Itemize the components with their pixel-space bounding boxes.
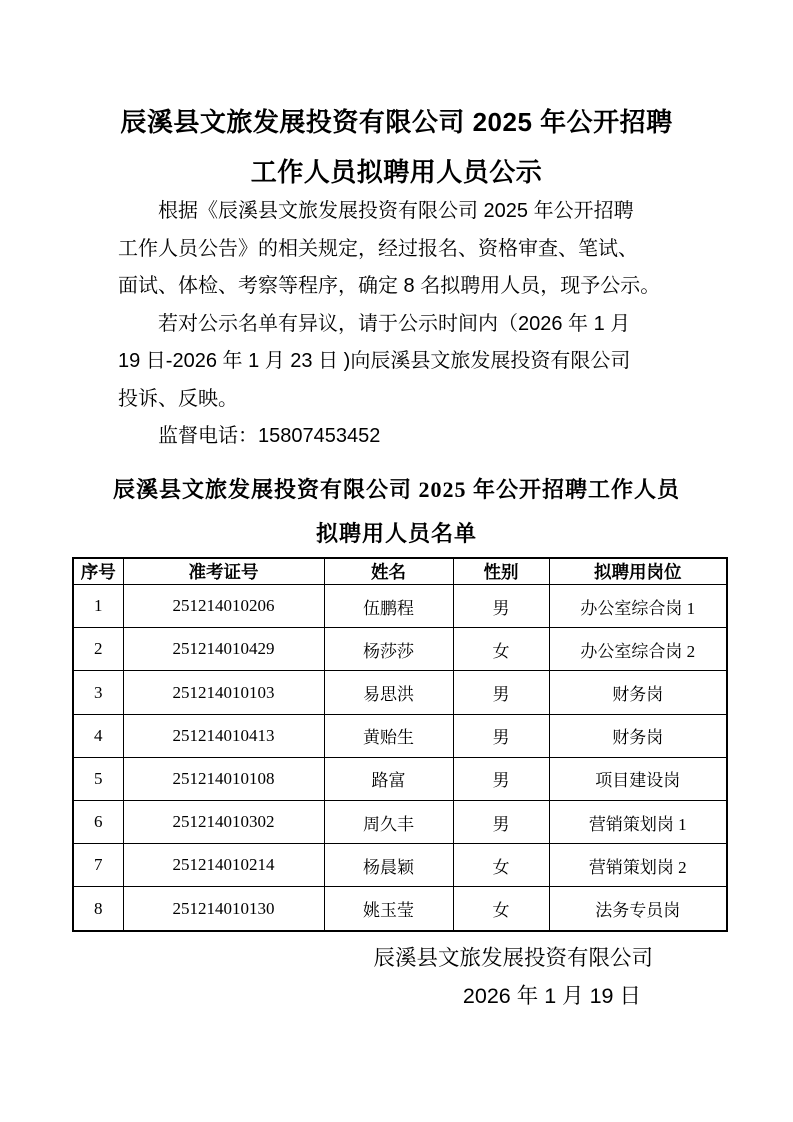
body-line: 若对公示名单有异议，请于公示时间内（2026 年 1 月 <box>158 312 631 335</box>
signature-company: 辰溪县文旅发展投资有限公司 <box>373 946 653 970</box>
table-cell: 男 <box>453 757 549 800</box>
table-cell: 251214010103 <box>123 671 324 714</box>
signature-date: 2026 年 1 月 19 日 <box>462 984 641 1008</box>
table-row <box>73 757 727 800</box>
document-title-line1: 辰溪县文旅发展投资有限公司 2025 年公开招聘 <box>120 107 673 137</box>
table-cell: 5 <box>73 757 123 800</box>
table-header-cell: 序号 <box>73 558 123 585</box>
table-cell: 男 <box>453 714 549 757</box>
table-row <box>73 628 727 671</box>
table-cell: 251214010214 <box>123 844 324 887</box>
table-cell: 周久丰 <box>324 801 453 844</box>
table-row <box>73 887 727 931</box>
table-cell: 女 <box>453 887 549 931</box>
table-cell: 女 <box>453 628 549 671</box>
table-title-line2: 拟聘用人员名单 <box>315 521 477 546</box>
table-header-cell: 准考证号 <box>123 558 324 585</box>
table-cell: 伍鹏程 <box>324 585 453 628</box>
table-cell: 男 <box>453 671 549 714</box>
table-cell: 6 <box>73 801 123 844</box>
table-cell: 办公室综合岗 1 <box>549 585 727 628</box>
table-cell: 251214010108 <box>123 757 324 800</box>
table-cell: 1 <box>73 585 123 628</box>
table-cell: 易思洪 <box>324 671 453 714</box>
hired-personnel-table <box>72 557 728 932</box>
table-cell: 男 <box>453 585 549 628</box>
table-cell: 财务岗 <box>549 671 727 714</box>
table-cell: 女 <box>453 844 549 887</box>
table-cell: 办公室综合岗 2 <box>549 628 727 671</box>
table-cell: 3 <box>73 671 123 714</box>
table-row <box>73 801 727 844</box>
table-cell: 财务岗 <box>549 714 727 757</box>
table-row <box>73 585 727 628</box>
body-line: 19 日-2026 年 1 月 23 日 )向辰溪县文旅发展投资有限公司 <box>118 350 631 372</box>
body-line: 根据《辰溪县文旅发展投资有限公司 2025 年公开招聘 <box>158 200 634 222</box>
table-header-cell: 姓名 <box>324 558 453 585</box>
table-cell: 8 <box>73 887 123 931</box>
table-cell: 法务专员岗 <box>549 887 727 931</box>
table-header-row <box>73 558 727 585</box>
body-line: 监督电话：15807453452 <box>158 425 381 447</box>
table-cell: 营销策划岗 2 <box>549 844 727 887</box>
body-line: 工作人员公告》的相关规定，经过报名、资格审查、笔试、 <box>118 237 638 260</box>
table-row <box>73 844 727 887</box>
document-body <box>118 193 696 456</box>
table-cell: 杨莎莎 <box>324 628 453 671</box>
table-cell: 251214010206 <box>123 585 324 628</box>
table-cell: 251214010130 <box>123 887 324 931</box>
table-cell: 项目建设岗 <box>549 757 727 800</box>
table-cell: 黄贻生 <box>324 714 453 757</box>
table-row <box>73 714 727 757</box>
table-row <box>73 671 727 714</box>
table-cell: 路富 <box>324 757 453 800</box>
table-title-line1: 辰溪县文旅发展投资有限公司 2025 年公开招聘工作人员 <box>112 477 680 502</box>
table-header-cell: 拟聘用岗位 <box>549 558 727 585</box>
table-cell: 251214010302 <box>123 801 324 844</box>
table-cell: 营销策划岗 1 <box>549 801 727 844</box>
table-cell: 251214010413 <box>123 714 324 757</box>
table-cell: 男 <box>453 801 549 844</box>
table-cell: 杨晨颖 <box>324 844 453 887</box>
table-header-cell: 性别 <box>453 558 549 585</box>
document-title <box>0 97 793 197</box>
table-title <box>0 468 793 556</box>
body-line: 面试、体检、考察等程序，确定 8 名拟聘用人员，现予公示。 <box>118 275 661 297</box>
table-cell: 2 <box>73 628 123 671</box>
body-line: 投诉、反映。 <box>118 387 238 410</box>
table-cell: 姚玉莹 <box>324 887 453 931</box>
table-cell: 251214010429 <box>123 628 324 671</box>
table-cell: 7 <box>73 844 123 887</box>
document-title-line2: 工作人员拟聘用人员公示 <box>250 157 543 187</box>
table-cell: 4 <box>73 714 123 757</box>
